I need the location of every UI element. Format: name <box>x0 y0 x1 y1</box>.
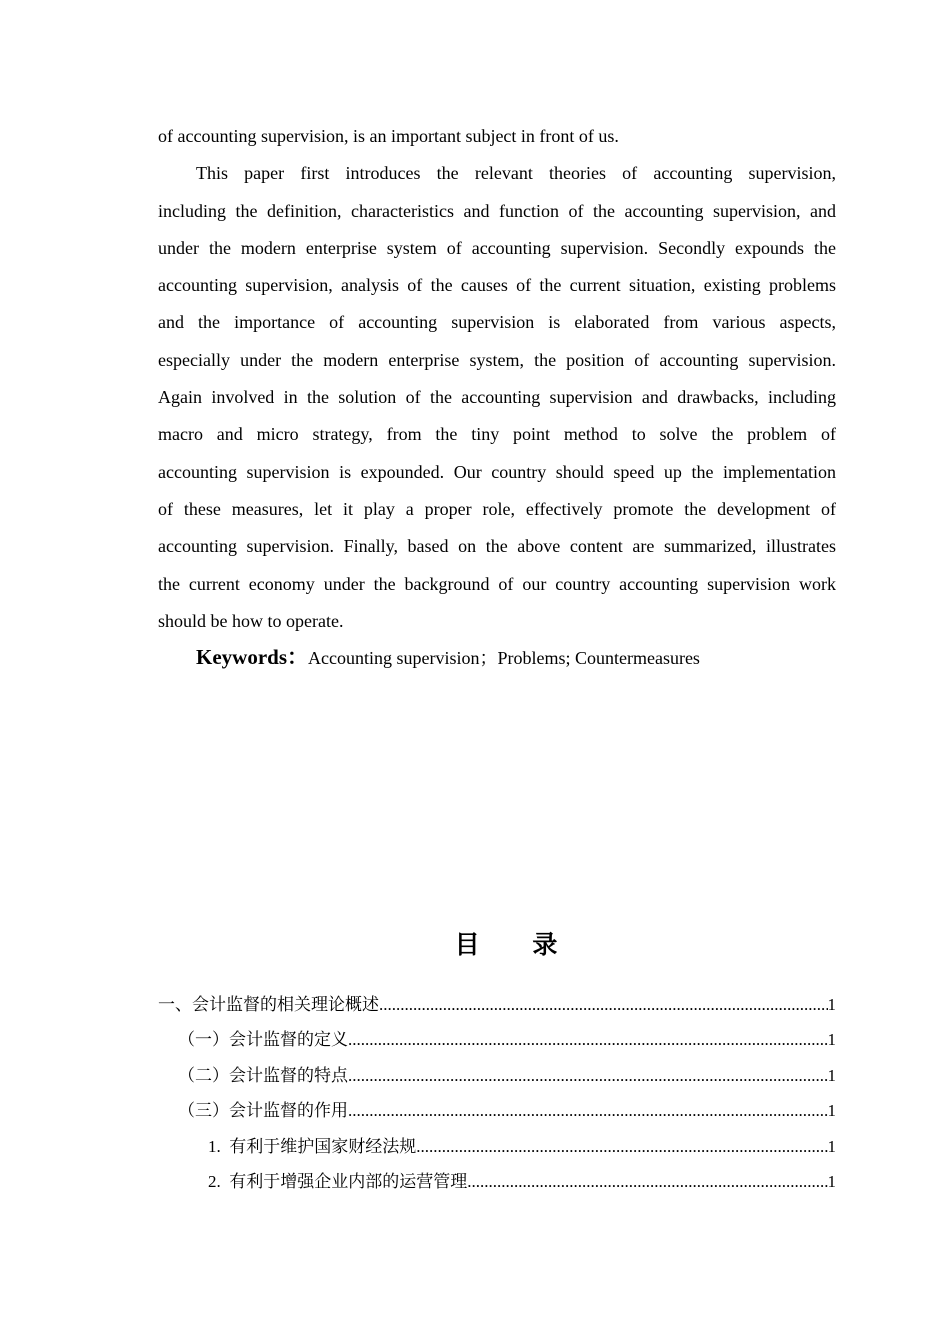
toc-entry[interactable] <box>158 1164 836 1199</box>
abstract-line: should be how to operate. <box>158 610 344 631</box>
keywords-label: Keywords： <box>196 645 308 669</box>
toc-entry-label: （三）会计监督的作用 <box>178 1101 348 1121</box>
table-of-contents <box>158 987 836 1199</box>
toc-entry-label: 一、会计监督的相关理论概述 <box>158 995 379 1014</box>
toc-entry[interactable] <box>158 1129 836 1164</box>
abstract-line: Again involved in the solution of the accounting supervision and drawbacks, including <box>158 387 836 408</box>
abstract-line: and the importance of accounting supervision is elaborated from various aspects, <box>158 312 836 333</box>
abstract-line: accounting supervision. Finally, based on the above content are summarized, illustrates <box>158 536 836 557</box>
abstract-body <box>158 118 836 640</box>
abstract-line: the current economy under the background of our country accounting supervision work <box>158 573 836 594</box>
dot-leader <box>379 987 828 1022</box>
keywords-value: Accounting supervision；Problems; Countermeasures <box>308 648 700 668</box>
abstract-line: accounting supervision, analysis of the causes of the current situation, existing problems <box>158 275 836 296</box>
toc-title: 目 录 <box>454 930 580 959</box>
dot-leader <box>348 1093 828 1128</box>
abstract-line: accounting supervision is expounded. Our country should speed up the implementation <box>158 461 836 482</box>
toc-entry-page: 1 <box>827 995 836 1014</box>
toc-entry[interactable] <box>158 987 836 1022</box>
toc-entry-label: （二）会计监督的特点 <box>178 1065 348 1085</box>
abstract-line: This paper first introduces the relevant theories of accounting supervision, <box>196 163 836 184</box>
abstract-line: especially under the modern enterprise system, the position of accounting supervision. <box>158 349 836 370</box>
toc-entry-label: （一）会计监督的定义 <box>178 1030 348 1050</box>
toc-entry[interactable] <box>158 1022 836 1057</box>
abstract-line: of accounting supervision, is an important subject in front of us. <box>158 126 619 146</box>
toc-entry[interactable] <box>158 1058 836 1093</box>
toc-entry-label: 1. 有利于维护国家财经法规 <box>208 1136 417 1156</box>
abstract-line: macro and micro strategy, from the tiny point method to solve the problem of <box>158 424 836 445</box>
abstract-line: of these measures, let it play a proper role, effectively promote the development of <box>158 498 836 519</box>
keywords <box>196 642 700 673</box>
toc-entry[interactable] <box>158 1093 836 1128</box>
dot-leader <box>416 1129 827 1164</box>
toc-entry-page: 1 <box>827 1101 836 1121</box>
toc-entry-page: 1 <box>827 1136 836 1156</box>
dot-leader <box>467 1164 827 1199</box>
abstract-line: under the modern enterprise system of accounting supervision. Secondly expounds the <box>158 237 836 258</box>
toc-entry-page: 1 <box>827 1065 836 1085</box>
toc-entry-label: 2. 有利于增强企业内部的运营管理 <box>208 1171 468 1191</box>
toc-entry-page: 1 <box>827 1171 836 1191</box>
toc-entry-page: 1 <box>827 1030 836 1050</box>
abstract-line: including the definition, characteristics and function of the accounting supervision, and <box>158 200 836 221</box>
dot-leader <box>348 1022 828 1057</box>
dot-leader <box>348 1058 828 1093</box>
